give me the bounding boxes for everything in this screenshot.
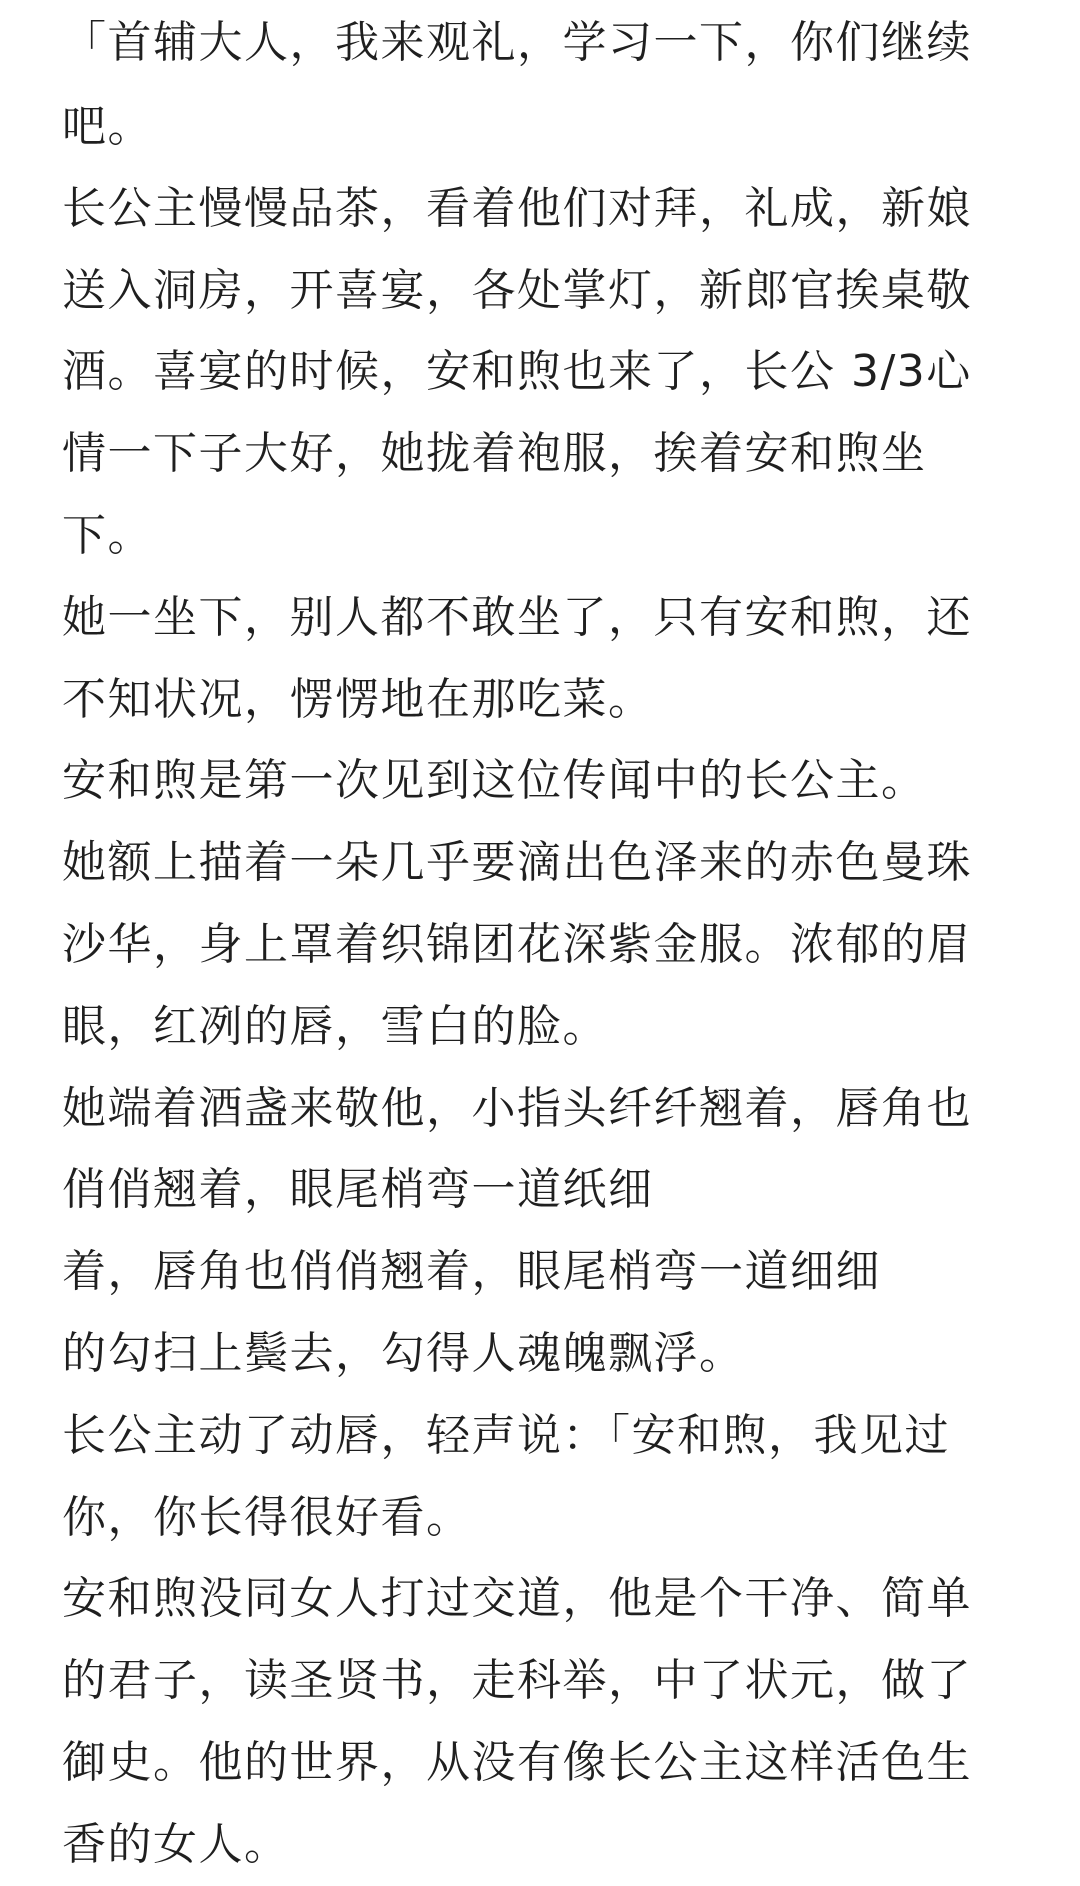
text-line: 吧。 bbox=[62, 101, 153, 152]
text-line: 她额上描着一朵几乎要滴出色泽来的赤色曼珠 bbox=[62, 837, 972, 889]
text-line: 送入洞房，开喜宴，各处掌灯，新郎官挨桌敬 bbox=[62, 264, 972, 316]
article-text bbox=[62, 0, 1062, 1886]
text-line: 她一坐下，别人都不敢坐了，只有安和煦，还 bbox=[62, 591, 972, 643]
text-line: 御史。他的世界，从没有像长公主这样活色生 bbox=[62, 1736, 972, 1788]
text-line: 不知状况，愣愣地在那吃菜。 bbox=[62, 673, 654, 725]
text-line: 的君子，读圣贤书，走科举，中了状元，做了 bbox=[62, 1655, 972, 1707]
text-line: 「首辅大人，我来观礼，学习一下，你们继续 bbox=[62, 17, 972, 68]
text-line: 你，你长得很好看。 bbox=[62, 1491, 472, 1543]
text-line: 长公主动了动唇，轻声说：「安和煦，我见过 bbox=[62, 1409, 950, 1461]
text-line: 着，唇角也俏俏翘着，眼尾梢弯一道细细 bbox=[62, 1246, 881, 1298]
text-line: 俏俏翘着，眼尾梢弯一道纸细 bbox=[62, 1164, 654, 1216]
text-line: 下。 bbox=[62, 509, 153, 561]
text-line: 酒。喜宴的时候，安和煦也来了，长公 3/3心 bbox=[62, 346, 972, 398]
text-line: 沙华，身上罩着织锦团花深紫金服。浓郁的眉 bbox=[62, 918, 972, 970]
text-line: 安和煦没同女人打过交道，他是个干净、简单 bbox=[62, 1573, 972, 1625]
text-line: 情一下子大好，她拢着袍服，挨着安和煦坐 bbox=[62, 428, 927, 480]
text-line: 长公主慢慢品茶，看着他们对拜，礼成，新娘 bbox=[62, 182, 972, 234]
text-line: 眼，红冽的唇，雪白的脸。 bbox=[62, 1000, 608, 1052]
text-line: 香的女人。 bbox=[62, 1818, 290, 1870]
text-line: 的勾扫上鬓去，勾得人魂魄飘浮。 bbox=[62, 1327, 745, 1379]
text-line: 她端着酒盏来敬他，小指头纤纤翘着，唇角也 bbox=[62, 1082, 972, 1134]
text-line: 安和煦是第一次见到这位传闻中的长公主。 bbox=[62, 755, 927, 807]
